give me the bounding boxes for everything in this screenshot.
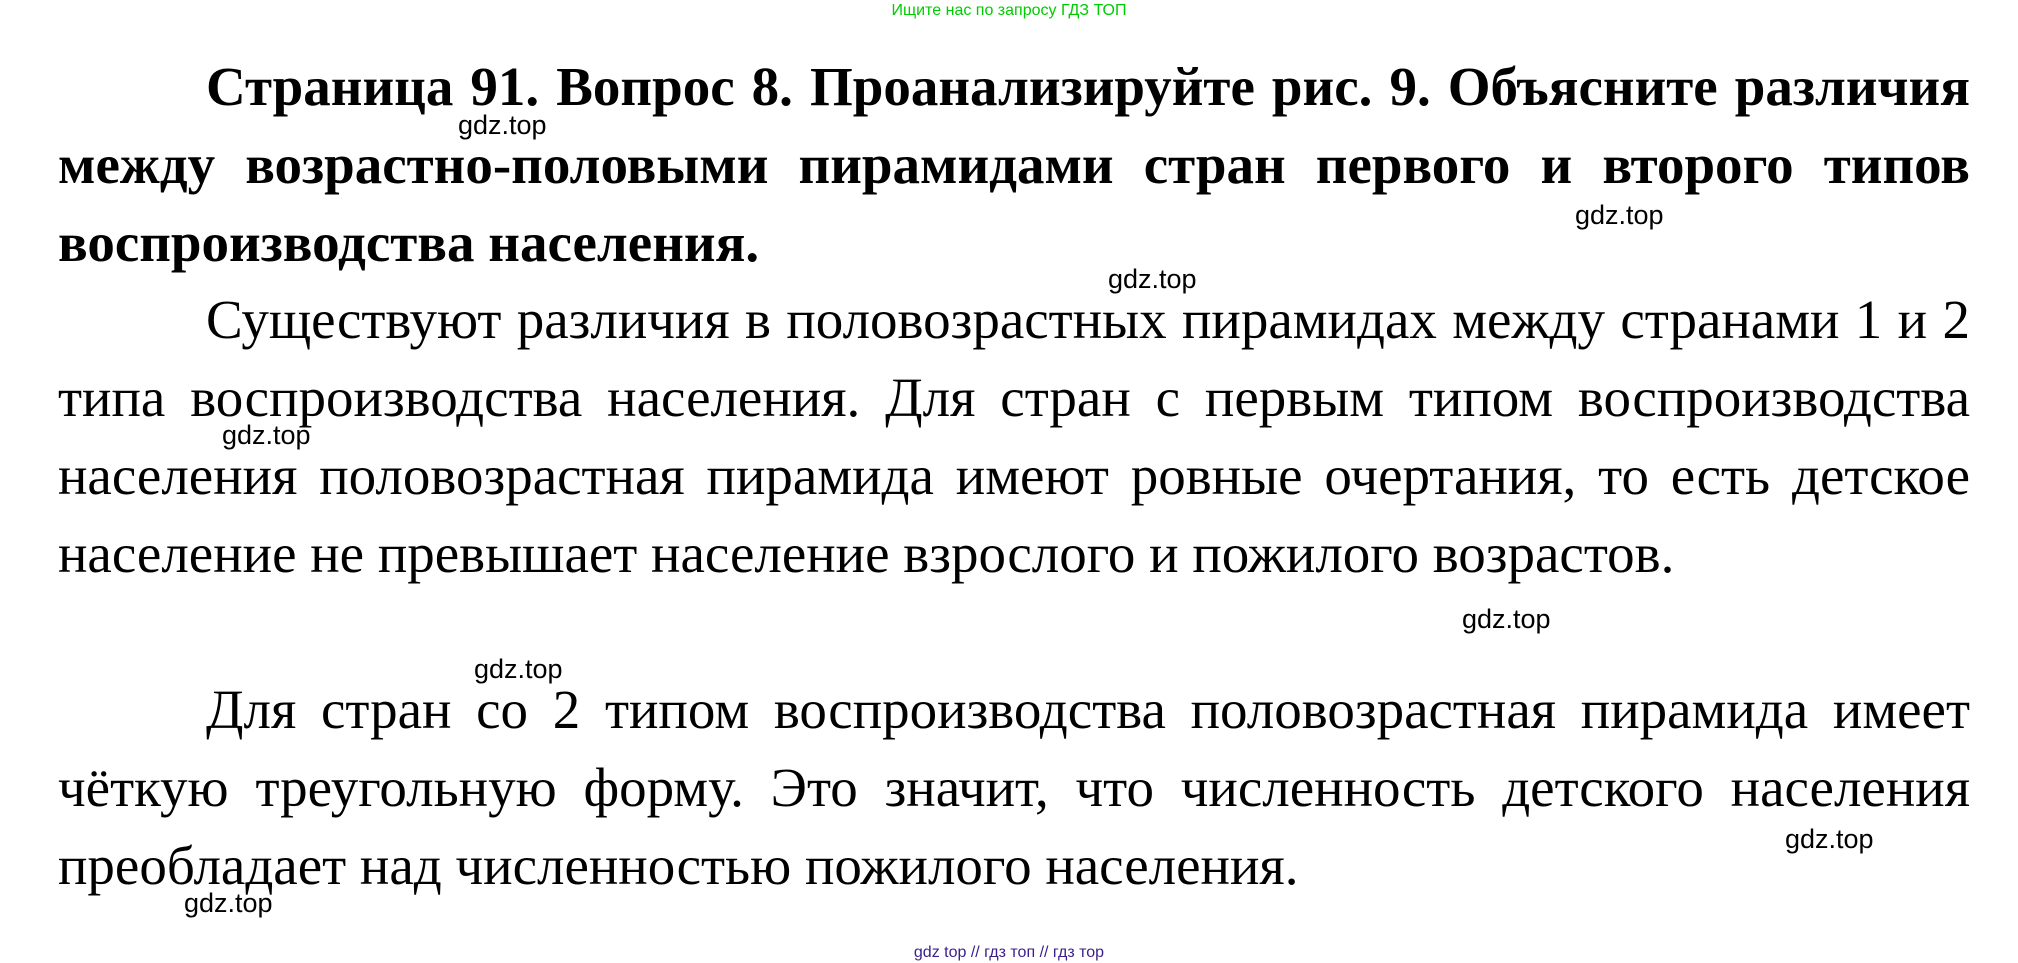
watermark: gdz.top xyxy=(1108,264,1197,294)
top-search-link[interactable]: Ищите нас по запросу ГДЗ ТОП xyxy=(891,2,1127,19)
answer-paragraph-2: Для стран со 2 типом воспроизводства половозрастная пирамида имеет чёткую треугольную форму. Это значит, что численность детского населения преобладает над численностью пожилого населения. xyxy=(58,679,1970,896)
watermark: gdz.top xyxy=(474,654,563,684)
footer-links[interactable]: gdz top // гдз топ // гдз тор xyxy=(913,944,1105,961)
watermark: gdz.top xyxy=(184,888,273,918)
watermark: gdz.top xyxy=(1575,200,1664,230)
watermark: gdz.top xyxy=(222,420,311,450)
question-heading: Страница 91. Вопрос 8. Проанализируйте рис. 9. Объясните различия между возрастно-половыми пирамидами стран первого и второго типов воспроизводства населения. xyxy=(58,56,1970,273)
watermark: gdz.top xyxy=(1462,604,1551,634)
watermark: gdz.top xyxy=(458,110,547,140)
watermark: gdz.top xyxy=(1785,824,1874,854)
answer-paragraph-1: Существуют различия в половозрастных пирамидах между странами 1 и 2 типа воспроизводства населения. Для стран с первым типом воспроизводства населения половозрастная пирамида имеют ровные очертания, то есть детское население не превышает население взрослого и пожилого возрастов. xyxy=(58,289,1970,584)
